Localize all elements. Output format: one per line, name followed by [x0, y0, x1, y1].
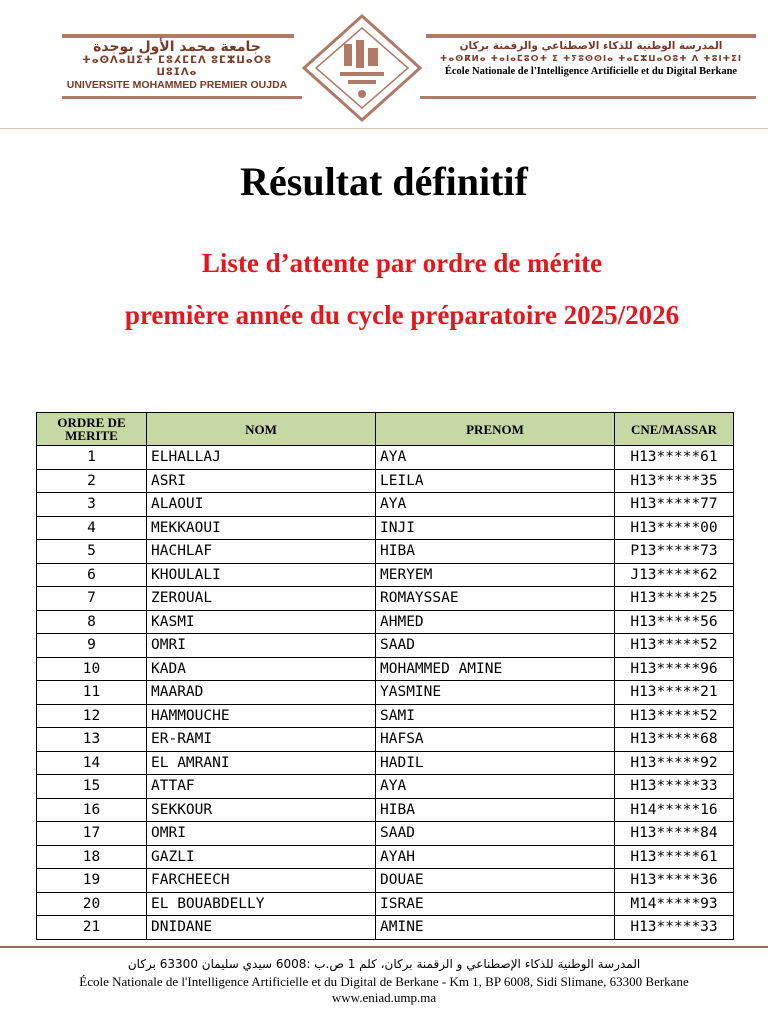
cell-rank: 9 — [37, 634, 147, 658]
cell-nom: ELHALLAJ — [147, 446, 376, 470]
university-name-arabic: جامعة محمد الأول بوجدة — [93, 39, 261, 55]
cell-nom: ASRI — [147, 469, 376, 493]
cell-rank: 2 — [37, 469, 147, 493]
table-body — [37, 446, 734, 940]
cell-rank: 14 — [37, 751, 147, 775]
cell-cne: H13*****35 — [615, 469, 734, 493]
cell-nom: MEKKAOUI — [147, 516, 376, 540]
cell-cne: H13*****77 — [615, 493, 734, 517]
cell-prenom: AMINE — [376, 916, 615, 940]
footer-website-link[interactable]: www.eniad.ump.ma — [331, 990, 437, 1005]
cell-prenom: ROMAYSSAE — [376, 587, 615, 611]
cell-rank: 17 — [37, 822, 147, 846]
cell-cne: H13*****92 — [615, 751, 734, 775]
cell-cne: H13*****25 — [615, 587, 734, 611]
cell-prenom: YASMINE — [376, 681, 615, 705]
table-row — [37, 681, 734, 705]
school-name-tifinagh: ⵜⴰⵙⴽⵍⴰ ⵜⴰⵏⴰⵎⵓⵔⵜ ⵉ ⵜⵢⵓⵙⵙⵏⴰ ⵜⴰⵎⵣⵡⴰⵔⵓⵜ ⴷ ⵜⵓⵏⵜⵉⵏ — [439, 54, 743, 64]
university-name-tifinagh: ⵜⴰⵙⴷⴰⵡⵉⵜ ⵎⵓⵃⵎⵎⴷ ⵓⵎⵣⵡⴰⵔⵓ ⵡⵓⵊⴷⴰ — [81, 55, 273, 78]
cell-prenom: DOUAE — [376, 869, 615, 893]
cell-nom: HAMMOUCHE — [147, 704, 376, 728]
cell-prenom: AYA — [376, 493, 615, 517]
cell-nom: KHOULALI — [147, 563, 376, 587]
header-left-rule-bottom — [62, 96, 302, 99]
cell-cne: P13*****73 — [615, 540, 734, 564]
table-row — [37, 563, 734, 587]
cell-cne: H13*****61 — [615, 446, 734, 470]
table-row — [37, 798, 734, 822]
cell-rank: 11 — [37, 681, 147, 705]
university-name-block — [62, 40, 292, 92]
table-row — [37, 892, 734, 916]
cell-prenom: AYA — [376, 446, 615, 470]
footer-address-french: École Nationale de l'Intelligence Artificielle et du Digital de Berkane - Km 1, BP 6008, Sidi Slimane, 63300 Berkane — [79, 974, 689, 989]
cell-rank: 1 — [37, 446, 147, 470]
subtitle-program-year: première année du cycle préparatoire 2025/2026 — [124, 300, 680, 330]
cell-nom: MAARAD — [147, 681, 376, 705]
cell-nom: EL AMRANI — [147, 751, 376, 775]
cell-rank: 3 — [37, 493, 147, 517]
table-row — [37, 540, 734, 564]
table-row — [37, 516, 734, 540]
cell-cne: J13*****62 — [615, 563, 734, 587]
cell-rank: 10 — [37, 657, 147, 681]
footer-rule — [0, 946, 768, 948]
cell-nom: ATTAF — [147, 775, 376, 799]
header-nom: NOM — [147, 413, 376, 446]
header-left-rule-top — [62, 34, 294, 38]
cell-nom: HACHLAF — [147, 540, 376, 564]
table-row — [37, 469, 734, 493]
cell-prenom: MOHAMMED AMINE — [376, 657, 615, 681]
cell-prenom: SAMI — [376, 704, 615, 728]
table-row — [37, 751, 734, 775]
cell-nom: KASMI — [147, 610, 376, 634]
cell-prenom: LEILA — [376, 469, 615, 493]
table-row — [37, 657, 734, 681]
cell-nom: FARCHEECH — [147, 869, 376, 893]
table-row — [37, 587, 734, 611]
cell-rank: 20 — [37, 892, 147, 916]
header-prenom: PRENOM — [376, 413, 615, 446]
cell-nom: OMRI — [147, 634, 376, 658]
cell-cne: H13*****56 — [615, 610, 734, 634]
cell-cne: H13*****33 — [615, 916, 734, 940]
cell-rank: 13 — [37, 728, 147, 752]
cell-nom: KADA — [147, 657, 376, 681]
table-row — [37, 845, 734, 869]
header-cne-massar: CNE/MASSAR — [615, 413, 734, 446]
cell-rank: 6 — [37, 563, 147, 587]
cell-cne: H13*****61 — [615, 845, 734, 869]
cell-prenom: MERYEM — [376, 563, 615, 587]
table-row — [37, 493, 734, 517]
cell-prenom: ISRAE — [376, 892, 615, 916]
cell-nom: EL BOUABDELLY — [147, 892, 376, 916]
cell-cne: H13*****96 — [615, 657, 734, 681]
cell-prenom: SAAD — [376, 822, 615, 846]
table-row — [37, 728, 734, 752]
cell-nom: GAZLI — [147, 845, 376, 869]
cell-prenom: HIBA — [376, 540, 615, 564]
school-name-french: École Nationale de l'Intelligence Artificielle et du Digital Berkane — [444, 66, 738, 77]
cell-rank: 12 — [37, 704, 147, 728]
results-table — [36, 412, 734, 940]
cell-rank: 5 — [37, 540, 147, 564]
cell-nom: DNIDANE — [147, 916, 376, 940]
header-separator — [0, 128, 768, 129]
subtitle-waiting-list: Liste d’attente par ordre de mérite — [201, 248, 603, 278]
table-row — [37, 610, 734, 634]
university-name-french: UNIVERSITE MOHAMMED PREMIER OUJDA — [66, 79, 288, 91]
cell-rank: 15 — [37, 775, 147, 799]
cell-cne: H13*****36 — [615, 869, 734, 893]
cell-rank: 18 — [37, 845, 147, 869]
cell-nom: ZEROUAL — [147, 587, 376, 611]
cell-cne: H14*****16 — [615, 798, 734, 822]
school-logo — [300, 14, 424, 122]
table-row — [37, 634, 734, 658]
header-ordre-de-merite: ORDRE DE MERITE — [37, 413, 147, 446]
table-row — [37, 446, 734, 470]
cell-rank: 19 — [37, 869, 147, 893]
table-row — [37, 822, 734, 846]
cell-cne: H13*****33 — [615, 775, 734, 799]
cell-cne: H13*****00 — [615, 516, 734, 540]
cell-nom: ALAOUI — [147, 493, 376, 517]
table-header-row — [37, 413, 734, 446]
cell-cne: H13*****52 — [615, 704, 734, 728]
cell-rank: 21 — [37, 916, 147, 940]
school-name-arabic: المدرسة الوطنية للذكاء الاصطناعي والرقمنة بركان — [459, 40, 723, 52]
cell-rank: 7 — [37, 587, 147, 611]
cell-cne: H13*****68 — [615, 728, 734, 752]
cell-nom: OMRI — [147, 822, 376, 846]
cell-prenom: AYA — [376, 775, 615, 799]
cell-prenom: AYAH — [376, 845, 615, 869]
cell-prenom: AHMED — [376, 610, 615, 634]
header-right-rule-top — [426, 34, 756, 38]
cell-prenom: HIBA — [376, 798, 615, 822]
school-name-block — [432, 40, 750, 79]
cell-prenom: INJI — [376, 516, 615, 540]
cell-prenom: HADIL — [376, 751, 615, 775]
footer-address-arabic: المدرسة الوطنية للذكاء الإصطناعي و الرقمنة بركان، كلم 1 ص.ب :6008 سيدي سليمان 63300 بركان — [127, 957, 641, 971]
cell-nom: ER-RAMI — [147, 728, 376, 752]
table-row — [37, 916, 734, 940]
cell-rank: 16 — [37, 798, 147, 822]
cell-prenom: HAFSA — [376, 728, 615, 752]
header-right-rule-bottom — [420, 96, 756, 99]
table-row — [37, 704, 734, 728]
cell-rank: 8 — [37, 610, 147, 634]
cell-cne: H13*****52 — [615, 634, 734, 658]
cell-cne: H13*****21 — [615, 681, 734, 705]
table-row — [37, 775, 734, 799]
cell-rank: 4 — [37, 516, 147, 540]
table-row — [37, 869, 734, 893]
cell-nom: SEKKOUR — [147, 798, 376, 822]
cell-cne: H13*****84 — [615, 822, 734, 846]
cell-prenom: SAAD — [376, 634, 615, 658]
page-title: Résultat définitif — [240, 159, 528, 204]
cell-cne: M14*****93 — [615, 892, 734, 916]
